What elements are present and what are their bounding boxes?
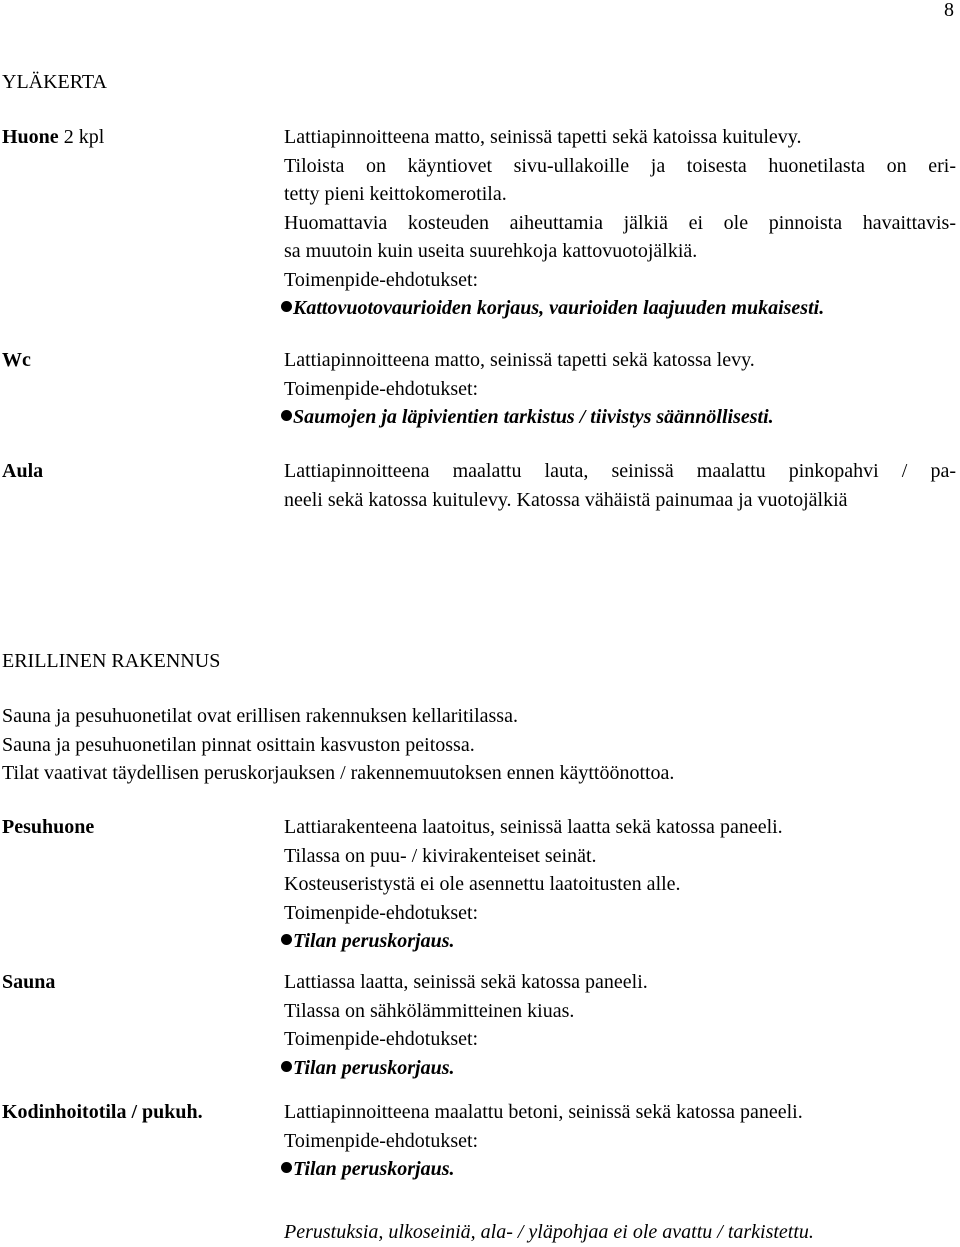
description-line: sa muutoin kuin useita suurehkoja kattovuotojälkiä. — [284, 240, 698, 262]
room-label-sauna — [2, 968, 55, 997]
bullet-icon — [281, 410, 292, 421]
actions-label: Toimenpide-ehdotukset: — [284, 1129, 479, 1152]
room-label-kodinhoitotila-bold: Kodinhoitotila / pukuh. — [2, 1101, 203, 1123]
action-text: Tilan peruskorjaus. — [293, 930, 455, 952]
room-label-kodinhoitotila — [2, 1098, 203, 1127]
actions-label: Toimenpide-ehdotukset: — [284, 901, 479, 924]
description-line: Lattiarakenteena laatoitus, seinissä laatta sekä katossa paneeli. — [284, 816, 783, 838]
action-text: Tilan peruskorjaus. — [293, 1056, 455, 1079]
room-label-sauna-bold: Sauna — [2, 971, 56, 993]
room-label-wc — [2, 346, 31, 375]
actions-label: Toimenpide-ehdotukset: — [284, 268, 479, 291]
room-label-wc-bold: Wc — [2, 349, 31, 371]
description-line: Lattiapinnoitteena maalattu betoni, seinissä sekä katossa paneeli. — [284, 1101, 803, 1123]
separate-building-intro — [2, 702, 674, 788]
action-item — [284, 1054, 956, 1083]
description-line: Lattiapinnoitteena maalattu lauta, seinissä maalattu pinkopahvi / pa- — [284, 460, 956, 482]
room-label-pesuhuone — [2, 813, 94, 842]
room-label-huone — [2, 123, 104, 152]
description-line: Kosteuseristystä ei ole asennettu laatoitusten alle. — [284, 873, 681, 895]
section-heading-upstairs: YLÄKERTA — [2, 71, 107, 93]
bullet-icon — [281, 1162, 292, 1173]
action-text: Tilan peruskorjaus. — [293, 1158, 455, 1180]
action-text: Saumojen ja läpivientien tarkistus / tiivistys säännöllisesti. — [293, 406, 774, 428]
bullet-icon — [281, 301, 292, 312]
room-label-huone-rest: 2 kpl — [58, 126, 105, 148]
description-line: Tilassa on puu- / kivirakenteiset seinät. — [284, 844, 597, 867]
action-item — [284, 1155, 956, 1184]
section-heading-separate-building: ERILLINEN RAKENNUS — [2, 650, 221, 672]
room-description-pesuhuone — [284, 813, 956, 956]
room-description-aula — [284, 457, 956, 514]
description-line: tetty pieni keittokomerotila. — [284, 183, 507, 205]
bullet-icon — [281, 934, 292, 945]
room-description-huone — [284, 123, 956, 323]
description-line: Tilassa on sähkölämmitteinen kiuas. — [284, 999, 575, 1022]
actions-label: Toimenpide-ehdotukset: — [284, 1028, 479, 1050]
room-label-huone-bold: Huone — [2, 126, 59, 148]
room-label-aula-bold: Aula — [2, 460, 44, 482]
description-line: Lattiapinnoitteena matto, seinissä tapetti sekä katossa levy. — [284, 349, 755, 371]
description-line: neeli sekä katossa kuitulevy. Katossa vähäistä painumaa ja vuotojälkiä — [284, 488, 848, 511]
intro-line: Sauna ja pesuhuonetilat ovat erillisen rakennuksen kellaritilassa. — [2, 705, 518, 727]
intro-line: Sauna ja pesuhuonetilan pinnat osittain kasvuston peitossa. — [2, 733, 475, 756]
action-item — [284, 927, 956, 956]
description-line: Huomattavia kosteuden aiheuttamia jälkiä ei ole pinnoista havaittavis- — [284, 211, 956, 234]
action-item — [284, 403, 956, 432]
description-line: Lattiapinnoitteena matto, seinissä tapetti sekä katoissa kuitulevy. — [284, 126, 802, 148]
room-description-kodinhoitotila — [284, 1098, 956, 1184]
room-description-sauna — [284, 968, 956, 1082]
actions-label: Toimenpide-ehdotukset: — [284, 377, 479, 400]
footnote: Perustuksia, ulkoseiniä, ala- / yläpohjaa ei ole avattu / tarkistettu. — [284, 1221, 814, 1243]
room-description-wc — [284, 346, 956, 432]
bullet-icon — [281, 1061, 292, 1072]
intro-line: Tilat vaativat täydellisen peruskorjauksen / rakennemuutoksen ennen käyttöönottoa. — [2, 762, 675, 784]
description-line: Tiloista on käyntiovet sivu-ullakoille ja toisesta huonetilasta on eri- — [284, 154, 956, 177]
action-text: Kattovuotovaurioiden korjaus, vaurioiden laajuuden mukaisesti. — [293, 297, 825, 319]
room-label-pesuhuone-bold: Pesuhuone — [2, 816, 95, 838]
room-label-aula — [2, 457, 43, 486]
page-number: 8 — [944, 0, 954, 21]
description-line: Lattiassa laatta, seinissä sekä katossa paneeli. — [284, 971, 648, 993]
action-item — [284, 294, 956, 323]
